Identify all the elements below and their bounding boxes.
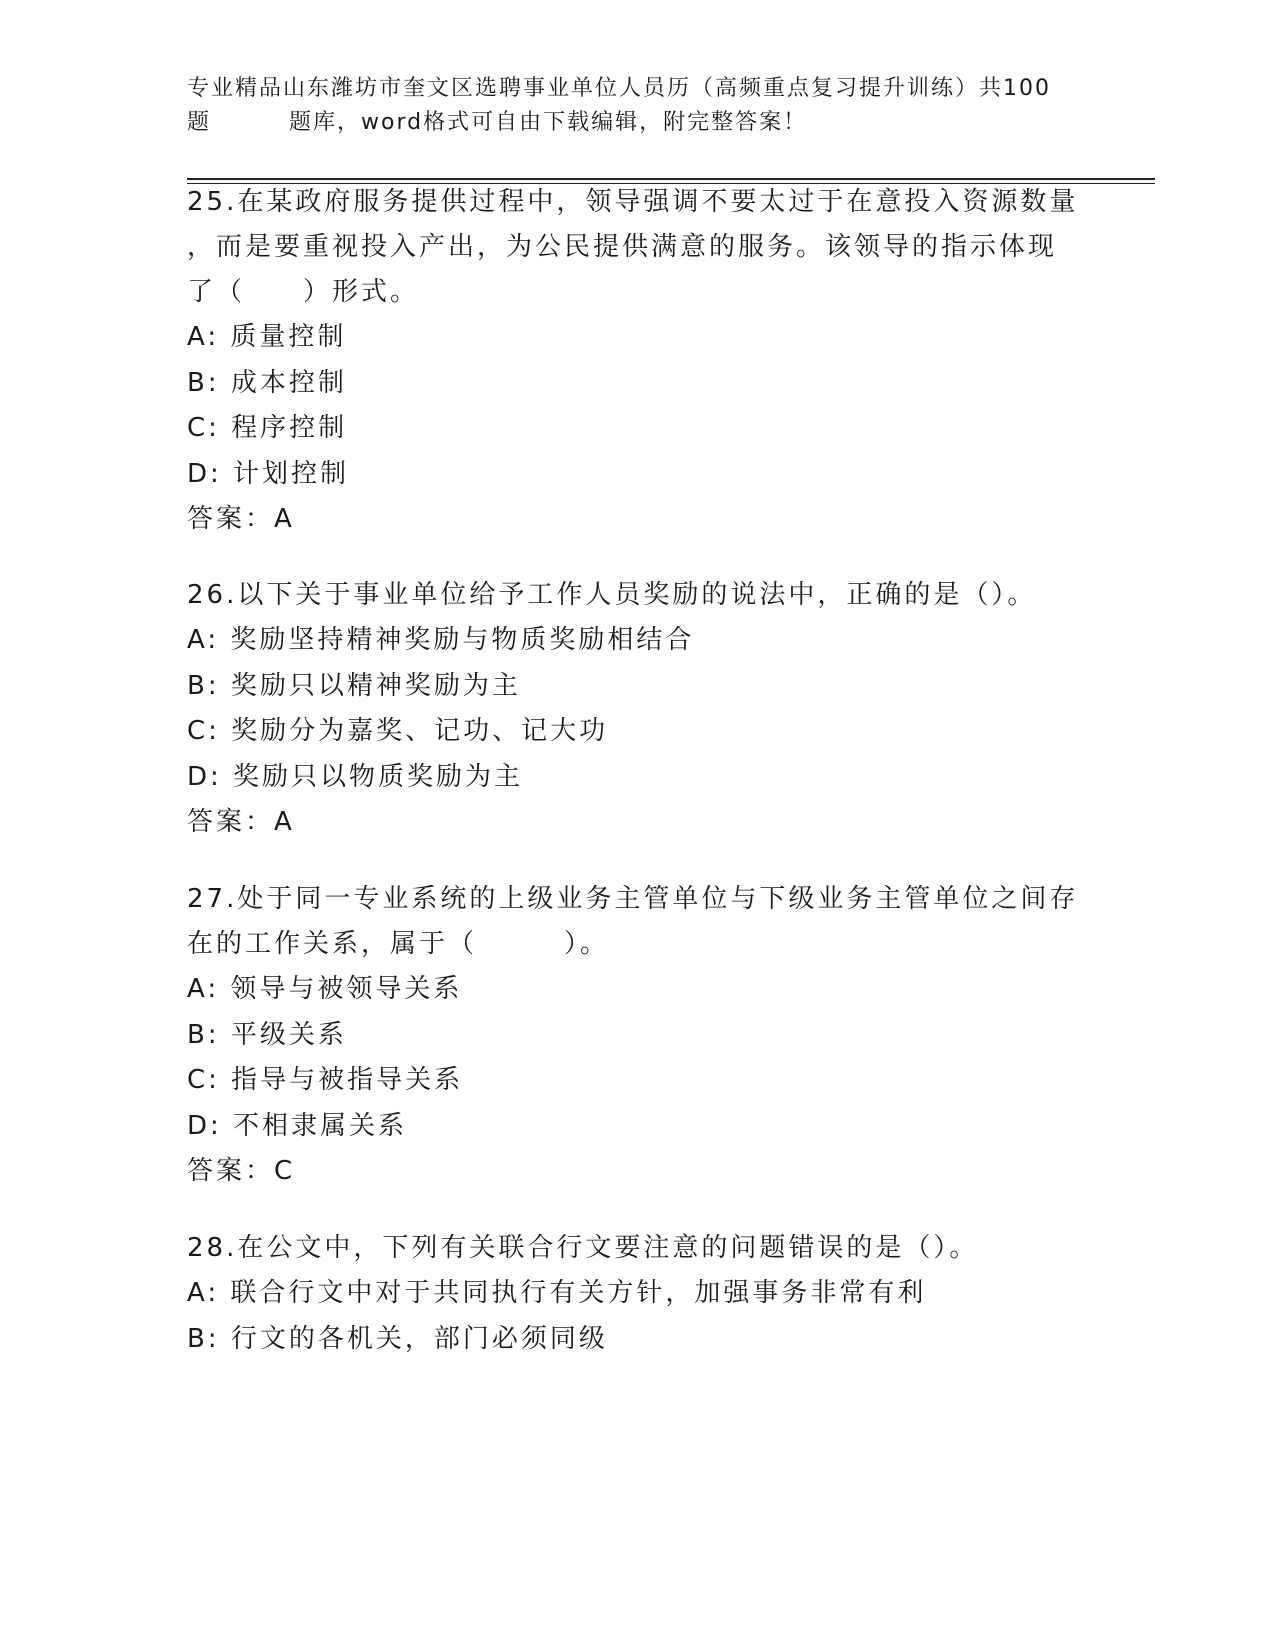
- option-b: B: 平级关系: [187, 1019, 347, 1050]
- option-b: B: 行文的各机关，部门必须同级: [187, 1323, 608, 1354]
- option-d: D: 计划控制: [187, 458, 350, 489]
- header-line-2: [187, 106, 1087, 140]
- answer: 答案：C: [187, 1156, 296, 1186]
- question-stem-line: 28.在公文中，下列有关联合行文要注意的问题错误的是（）。: [187, 1233, 979, 1263]
- question-25: [187, 180, 1087, 542]
- question-stem-line: 在的工作关系，属于（ ）。: [187, 929, 610, 959]
- option-a: A: 质量控制: [187, 322, 347, 352]
- option-a: A: 联合行文中对于共同执行有关方针，加强事务非常有利: [187, 1278, 927, 1308]
- question-stem-line: 了（ ）形式。: [187, 277, 420, 307]
- question-stem-line: 27.处于同一专业系统的上级业务主管单位与下级业务主管单位之间存: [187, 884, 1079, 914]
- header-line-1: 专业精品山东潍坊市奎文区选聘事业单位人员历（高频重点复习提升训练）共100: [187, 76, 1051, 101]
- option-c: C: 程序控制: [187, 413, 348, 443]
- header-line-2-rest: 题库，word格式可自由下载编辑，附完整答案！: [289, 110, 808, 135]
- question-27: [187, 877, 1087, 1194]
- header-line-2-start: 题: [187, 110, 212, 135]
- question-28: [187, 1226, 1087, 1362]
- option-c: C: 指导与被指导关系: [187, 1065, 464, 1095]
- option-d: D: 不相隶属关系: [187, 1110, 408, 1141]
- answer: 答案：A: [187, 504, 295, 534]
- option-c: C: 奖励分为嘉奖、记功、记大功: [187, 716, 609, 746]
- question-stem-line: ，而是要重视投入产出，为公民提供满意的服务。该领导的指示体现: [187, 232, 1058, 262]
- option-b: B: 成本控制: [187, 367, 347, 398]
- question-stem-line: 26.以下关于事业单位给予工作人员奖励的说法中，正确的是（）。: [187, 580, 1037, 610]
- document-header: [187, 72, 1087, 140]
- option-d: D: 奖励只以物质奖励为主: [187, 761, 524, 792]
- option-b: B: 奖励只以精神奖励为主: [187, 670, 521, 701]
- option-a: A: 领导与被领导关系: [187, 974, 463, 1004]
- question-stem-line: 25.在某政府服务提供过程中，领导强调不要太过于在意投入资源数量: [187, 187, 1079, 217]
- option-a: A: 奖励坚持精神奖励与物质奖励相结合: [187, 625, 695, 655]
- question-26: [187, 573, 1087, 845]
- answer: 答案：A: [187, 807, 295, 837]
